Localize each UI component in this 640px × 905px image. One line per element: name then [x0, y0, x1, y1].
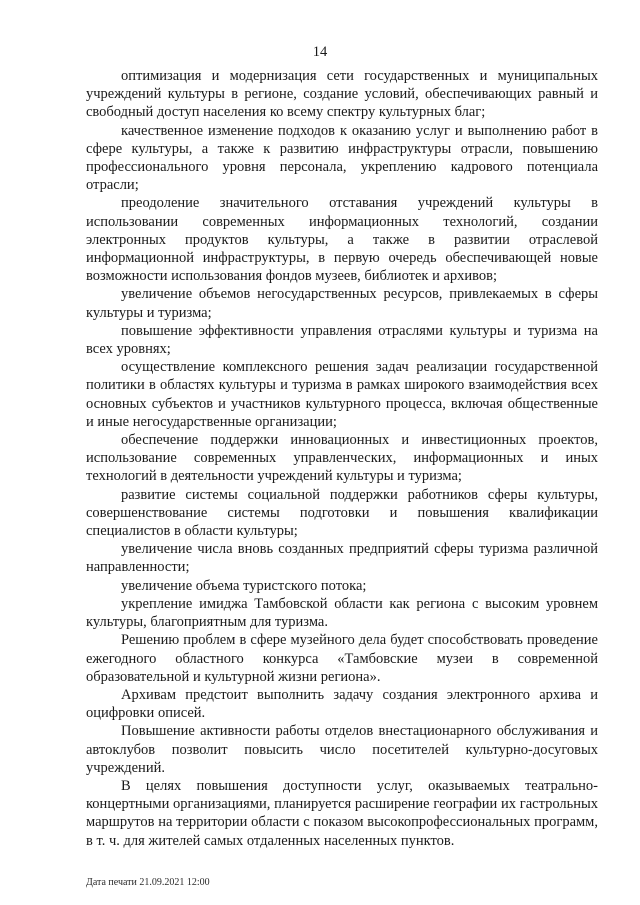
paragraph: увеличение числа вновь созданных предприятий сферы туризма различной направленности;	[86, 541, 598, 576]
paragraph: оптимизация и модернизация сети государственных и муниципальных учреждений культуры в регионе, создание условий, обеспечивающих равный и свободный доступ населения ко всему спектру культурных благ;	[86, 68, 598, 121]
print-date-footer: Дата печати 21.09.2021 12:00	[86, 877, 210, 888]
paragraph: увеличение объема туристского потока;	[121, 577, 367, 594]
document-body	[86, 67, 598, 850]
paragraph: укрепление имиджа Тамбовской области как региона с высоким уровнем культуры, благоприятным для туризма.	[86, 595, 598, 631]
paragraph: увеличение объемов негосударственных ресурсов, привлекаемых в сферы культуры и туризма;	[86, 286, 598, 321]
paragraph: развитие системы социальной поддержки работников сферы культуры, совершенствование системы подготовки и повышения квалификации специалистов в области культуры;	[86, 486, 598, 540]
paragraph: Повышение активности работы отделов внестационарного обслуживания и автоклубов позволит повысить число посетителей культурно-досуговых учреждений.	[86, 723, 598, 776]
paragraph: Решению проблем в сфере музейного дела будет способствовать проведение ежегодного областного конкурса «Тамбовские музеи в современной образовательной и культурной жизни региона».	[86, 632, 598, 685]
paragraph: В целях повышения доступности услуг, оказываемых театрально-концертными организациями, планируется расширение географии их гастрольных маршрутов на территории области с показом высокопрофессиональных программ, в т. ч. для жителей самых отдаленных населенных пунктов.	[86, 777, 598, 849]
paragraph: Архивам предстоит выполнить задачу создания электронного архива и оцифровки описей.	[86, 686, 598, 722]
paragraph: преодоление значительного отставания учреждений культуры в использовании современных информационных технологий, создании электронных продуктов культуры, а также в развитии отраслевой информационной инфраструктуры, в первую очередь обеспечивающей новые возможности использования фондов музеев, библиотек и архивов;	[86, 195, 598, 285]
paragraph: повышение эффективности управления отраслями культуры и туризма на всех уровнях;	[86, 322, 598, 358]
paragraph: качественное изменение подходов к оказанию услуг и выполнению работ в сфере культуры, а также к развитию инфраструктуры отрасли, повышению профессионального уровня персонала, укреплению кадрового потенциала отрасли;	[86, 122, 598, 194]
paragraph: осуществление комплексного решения задач реализации государственной политики в областях культуры и туризма в рамках широкого взаимодействия всех основных субъектов и участников культурного процесса, включая общественные и иные негосударственные организации;	[86, 359, 598, 430]
paragraph: обеспечение поддержки инновационных и инвестиционных проектов, использование современных управленческих, информационных и иных технологий в деятельности учреждений культуры и туризма;	[86, 432, 598, 485]
page-number: 14	[312, 44, 328, 60]
